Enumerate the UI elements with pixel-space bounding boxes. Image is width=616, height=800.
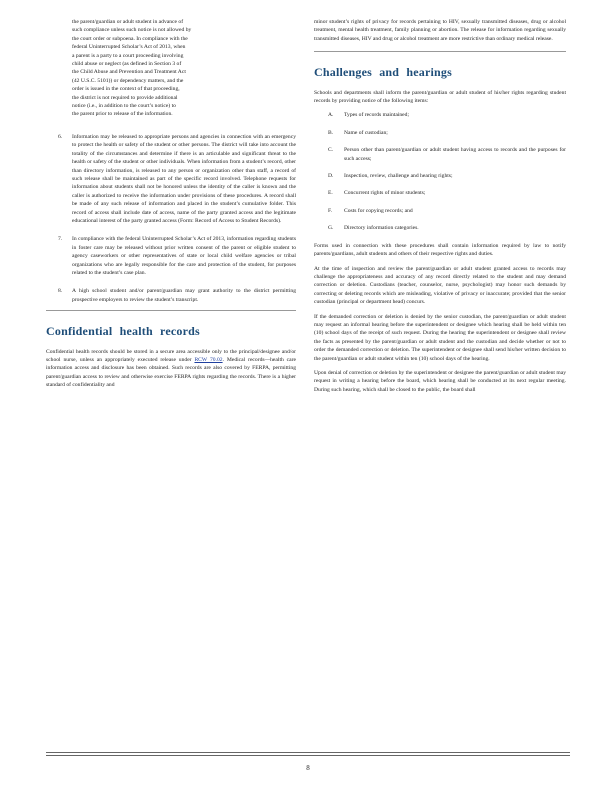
forms-paragraph: Forms used in connection with these procedures shall contain information required by law to notify parents/guardians, adult students and others of their respective rights and duties.: [314, 242, 566, 258]
health-text-pre: Confidential health records should be stored in a secure area accessible only to the principal/designee and/or school nurse, unless an appropriately executed release under: [46, 348, 296, 363]
intro-line: child abuse or neglect (as defined in Section 3 of: [72, 61, 182, 68]
intro-line: a parent is a party to a court proceeding involving: [72, 52, 184, 59]
list-item-8: [46, 287, 296, 304]
list-item: [314, 224, 566, 232]
item-letter: D.: [328, 173, 334, 180]
health-text-post: . Medical records—health care information access and disclosure has been obtained. Such records are also covered by FERPA, permitting parent/guardian access to review and otherwise exercise FERPA rights regarding the records. There is a higher standard of confidentiality and: [46, 357, 296, 389]
item-text: A high school student and/or parent/guardian may grant authority to the district permitting prospective employers to review the student’s transcript.: [72, 288, 296, 303]
item-number: 7.: [58, 236, 63, 243]
challenge-paragraph: At the time of inspection and review the parent/guardian or adult student granted access to records may challenge the appropriateness and accuracy of any record directly related to the student and may demand correction or deletion. Custodians (teacher, counselor, nurse, psychologist) may honor such demands by correcting or deleting records which are misleading, violative of privacy or inaccurate; provided that the senior custodian (principal or department head) concurs.: [314, 265, 566, 306]
footer-rule: [46, 755, 570, 756]
intro-line: the court order or subpoena. In compliance with the: [72, 35, 188, 42]
page-number: 8: [306, 764, 310, 772]
intro-line: federal Uninterrupted Scholar’s Act of 2013, when: [72, 44, 186, 51]
item-letter: C.: [328, 147, 334, 154]
list-item: [314, 129, 566, 137]
intro-line: the parent prior to release of the information.: [72, 111, 173, 118]
item-text: Concurrent rights of minor students;: [344, 190, 426, 197]
item-number: 6.: [58, 133, 63, 140]
intro-line: the parent/guardian or adult student in advance of: [72, 19, 184, 25]
section-divider: [314, 51, 566, 54]
notice-items-list: [314, 111, 566, 232]
intro-line: (42 U.S.C. 5101)) or dependency matters, and the: [72, 77, 184, 84]
footer-rule: [46, 752, 570, 753]
intro-line: notice (i.e., in addition to the court’s notice) to: [72, 103, 176, 110]
item-letter: G.: [328, 225, 334, 232]
left-column: [46, 18, 296, 396]
list-item: [314, 146, 566, 163]
item-text: Name of custodian;: [344, 129, 388, 136]
item-letter: A.: [328, 112, 334, 119]
section-heading-challenges: Challenges and hearings: [314, 65, 452, 80]
intro-line: order is issued in the context of that proceeding,: [72, 86, 180, 93]
item-number: 8.: [58, 288, 63, 295]
list-item-6: [46, 133, 296, 225]
item-text: Costs for copying records; and: [344, 207, 413, 214]
intro-line: the Child Abuse and Prevention and Treatment Act: [72, 69, 186, 76]
intro-line: such compliance unless such notice is not allowed by: [72, 27, 192, 34]
intro-line: the district is not required to provide additional: [72, 94, 178, 101]
board-hearing-paragraph: Upon denial of correction or deletion by the superintendent or designee the parent/guardian or adult student may request in writing a hearing before the board, which hearing shall be conducted at its next regular meeting. During such hearing, which shall be closed to the public, the board shall: [314, 369, 566, 393]
intro-paragraph: [46, 18, 296, 119]
health-paragraph: [46, 348, 296, 390]
privacy-paragraph: minor student’s rights of privacy for records pertaining to HIV, sexually transmitted diseases, drug or alcohol treatment, mental health treatment, family planning or abortion. The release for information regarding sexually transmitted diseases, HIV and drug or alcohol treatment are more restrictive than ordinary medical release.: [314, 19, 566, 42]
list-item: [314, 172, 566, 180]
rcw-link[interactable]: RCW 70.02: [194, 357, 223, 363]
item-text: Inspection, review, challenge and hearing rights;: [344, 173, 453, 180]
section-heading-health: Confidential health records: [46, 324, 200, 339]
item-text: Types of records maintained;: [344, 112, 410, 119]
notice-paragraph: Schools and departments shall inform the parent/guardian or adult student of his/her rights regarding student records by providing notice of the following items:: [314, 89, 566, 105]
list-item-7: [46, 235, 296, 277]
item-letter: F.: [328, 207, 333, 214]
item-text: In compliance with the federal Uninterrupted Scholar’s Act of 2013, information regarding students in foster care may be released without prior written consent of the parent or eligible student to agency caseworkers or other representatives of state or local child welfare agencies or tribal organizations who are legally responsible for the care and protection of the student, for purposes related to the student’s case plan.: [72, 236, 296, 276]
list-item: [314, 111, 566, 119]
list-item: [314, 189, 566, 197]
item-text: Person other than parent/guardian or adult student having access to records and the purposes for such access;: [344, 147, 566, 162]
section-divider: [46, 310, 296, 313]
item-text: Directory information categories.: [344, 225, 419, 232]
item-letter: E.: [328, 190, 333, 197]
item-letter: B.: [328, 129, 334, 136]
list-item: [314, 207, 566, 215]
hearing-paragraph: If the demanded correction or deletion is denied by the senior custodian, the parent/guardian or adult student may request an informal hearing before the superintendent or designee which hearing shall be held within ten (10) school days of the receipt of such request. During the hearing the superintendent or designee shall review the facts as presented by the parent/guardian or adult student and the custodian and decide whether or not to order the demanded correction or deletion. The superintendent or designee shall send his/her written decision to the parent/guardian or adult student within ten (10) school days of the hearing.: [314, 313, 566, 362]
right-column: [314, 18, 566, 400]
item-text: Information may be released to appropriate persons and agencies in connection with an emergency to protect the health or safety of the student or other persons. The district will take into account the totality of the circumstances and determine if there is an articulable and significant threat to the health or safety of the student or other individuals. When information from a student’s record, other than directory information, is released to any person or organization other than staff, a record of such release shall be maintained as part of the specific record involved. Telephone requests for information about students shall not be honored unless the identity of the caller is known and the caller is authorized to receive the information under provisions of these procedures. A record shall be made of any such release of information and placed in the student’s cumulative folder. This record of access shall include date of access, name of the party granted access and the legitimate educational interest of the party granted access (Form: Record of Access to Student Records).: [72, 133, 296, 224]
